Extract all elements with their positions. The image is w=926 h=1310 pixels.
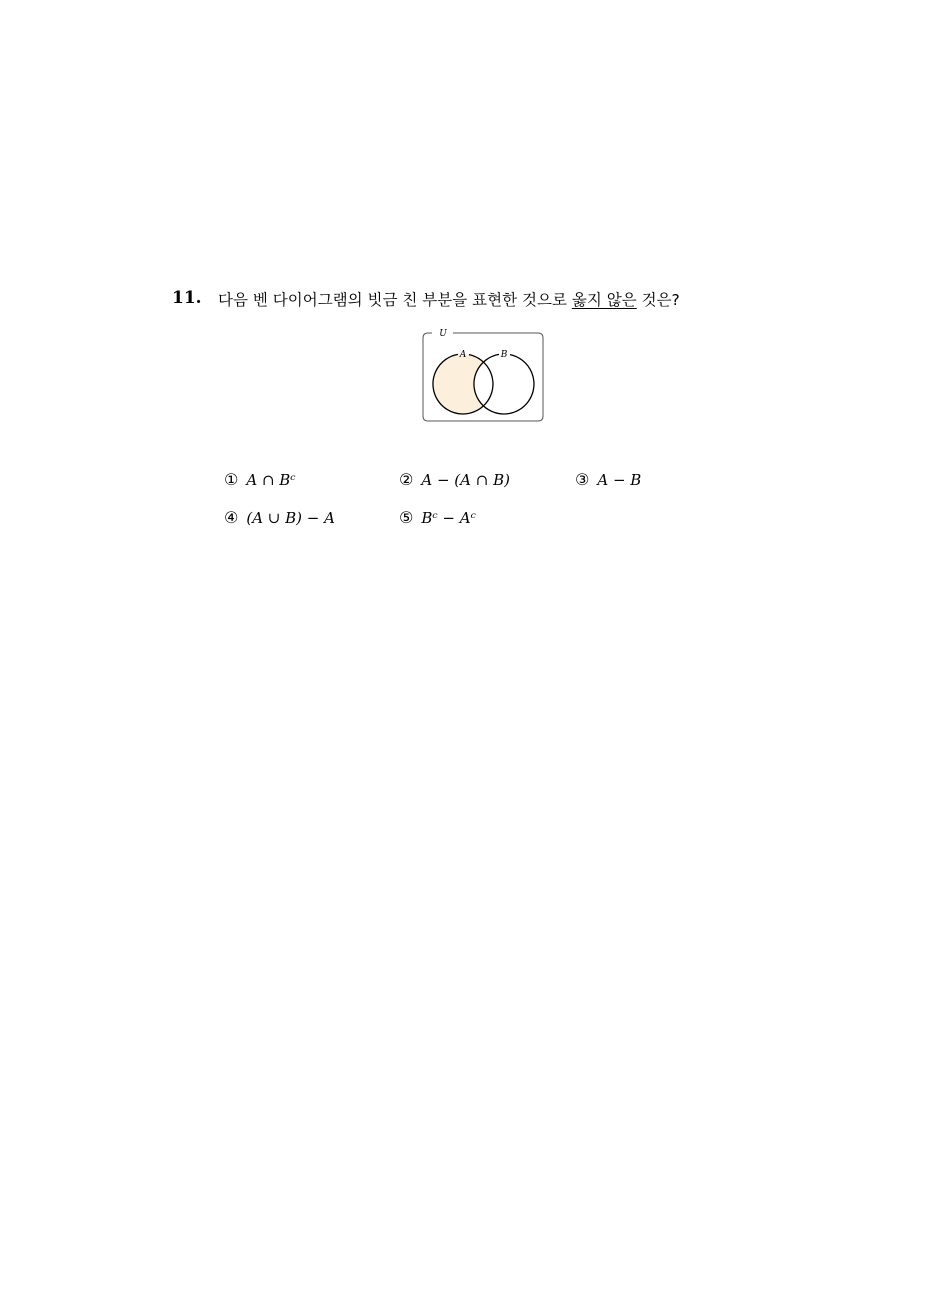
choice-4[interactable] bbox=[224, 508, 335, 527]
choice-1-expr: A ∩ Bᶜ bbox=[246, 470, 296, 489]
choice-4-mark: ④ bbox=[224, 508, 239, 527]
question-text-before: 다음 벤 다이어그램의 빗금 친 부분을 표현한 것으로 bbox=[218, 291, 572, 309]
choice-2-expr: A − (A ∩ B) bbox=[421, 470, 510, 489]
venn-diagram bbox=[420, 326, 546, 424]
choice-5[interactable] bbox=[399, 508, 476, 527]
choice-1[interactable] bbox=[224, 470, 296, 489]
choice-2-mark: ② bbox=[399, 470, 414, 489]
question-number: 11. bbox=[172, 288, 202, 308]
choice-3[interactable] bbox=[575, 470, 641, 489]
choice-2[interactable] bbox=[399, 470, 510, 489]
question-text-after: 것은? bbox=[636, 291, 680, 309]
choice-3-mark: ③ bbox=[575, 470, 590, 489]
choice-5-mark: ⑤ bbox=[399, 508, 414, 527]
choice-3-expr: A − B bbox=[597, 470, 642, 489]
choice-4-expr: (A ∪ B) − A bbox=[246, 508, 335, 527]
question-text-underlined: 옳지 않은 bbox=[571, 291, 637, 309]
choice-5-expr: Bᶜ − Aᶜ bbox=[421, 508, 476, 527]
set-b-label: B bbox=[500, 350, 508, 360]
universe-label: U bbox=[439, 329, 447, 339]
set-a-label: A bbox=[459, 350, 467, 360]
choice-1-mark: ① bbox=[224, 470, 239, 489]
question-text bbox=[218, 288, 680, 310]
